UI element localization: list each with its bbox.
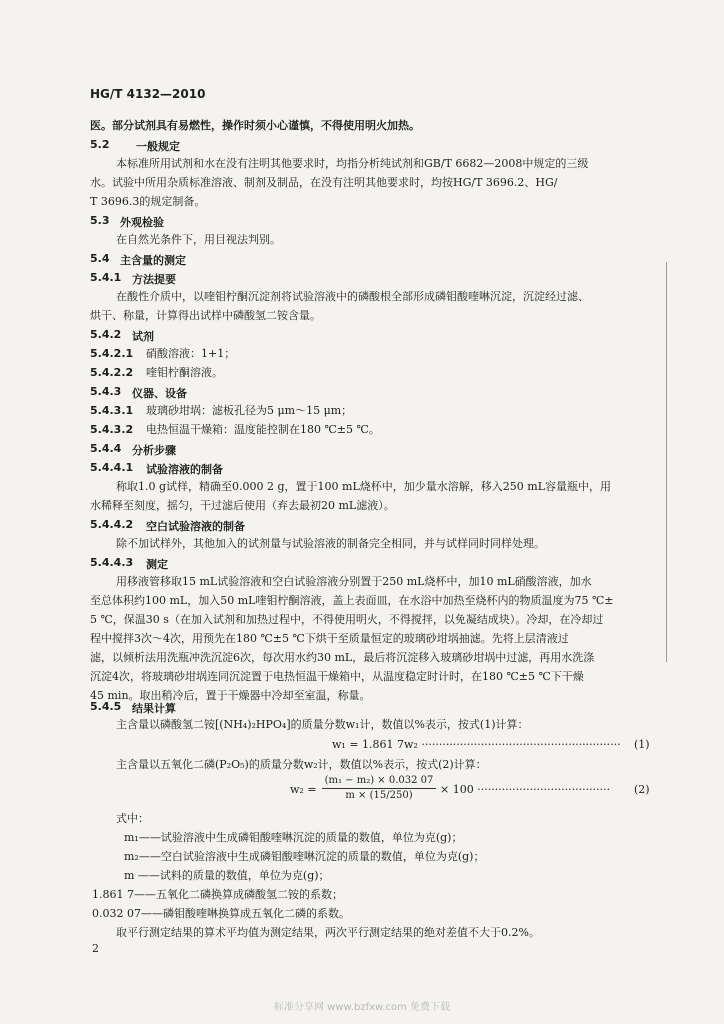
text-line: 在酸性介质中，以喹钼柠酮沉淀剂将试验溶液中的磷酸根全部形成磷钼酸喹啉沉淀，沉淀经过滤、 [116, 290, 589, 303]
section-number: 5.4.4.1 [90, 461, 134, 474]
section-number: 5.2 [90, 138, 110, 151]
text-line: 取平行测定结果的算术平均值为测定结果，两次平行测定结果的绝对差值不大于0.2%。 [116, 926, 540, 939]
section-title: 试剂 [132, 330, 154, 343]
text-line: m₁——试验溶液中生成磷钼酸喹啉沉淀的质量的数值，单位为克(g)； [124, 831, 463, 844]
text-line: 沉淀4次，将玻璃砂坩埚连同沉淀置于电热恒温干燥箱中，从温度稳定时计时，在180 ℃±5 ℃下干燥 [90, 670, 584, 683]
section-number: 5.4.4.3 [90, 556, 134, 569]
section-number: 5.4.3.1 [90, 404, 134, 417]
section-number: 5.3 [90, 214, 110, 227]
fraction-numerator: (m₁ − m₂) × 0.032 07 [324, 775, 434, 786]
text-line: 1.861 7——五氧化二磷换算成磷酸氢二铵的系数； [92, 888, 343, 901]
section-number: 5.4.5 [90, 700, 122, 713]
section-number: 5.4.4 [90, 442, 122, 455]
section-title: 一般规定 [136, 140, 180, 153]
section-title: 试验溶液的制备 [146, 463, 223, 476]
section-title: 主含量的测定 [120, 254, 186, 267]
section-title: 方法提要 [132, 273, 176, 286]
equation-number: (1) [634, 738, 650, 751]
text-line: 喹钼柠酮溶液。 [146, 366, 223, 379]
text-line: m₂——空白试验溶液中生成磷钼酸喹啉沉淀的质量的数值，单位为克(g)； [124, 850, 485, 863]
text-line: 式中： [116, 812, 149, 825]
page-number: 2 [92, 942, 99, 955]
text-line: 水。试验中所用杂质标准溶液、制剂及制品，在没有注明其他要求时，均按HG/T 3696.2、HG/ [90, 176, 558, 189]
section-title: 外观检验 [120, 216, 164, 229]
watermark-footer: 标准分享网 www.bzfxw.com 免费下载 [274, 1002, 450, 1013]
section-number: 5.4.3.2 [90, 423, 134, 436]
text-line: 滤，以倾析法用洗瓶冲洗沉淀6次，每次用水约30 mL，最后将沉淀移入玻璃砂坩埚中过滤，再用水洗涤 [90, 651, 595, 664]
text-line: 0.032 07——磷钼酸喹啉换算成五氧化二磷的系数。 [92, 907, 350, 920]
text-line: 硝酸溶液：1+1； [146, 347, 236, 360]
equation-2-lhs: w₂ = [290, 783, 317, 796]
section-title: 结果计算 [132, 702, 176, 715]
fraction-denominator: m × (15/250) [345, 790, 413, 801]
text-line: 称取1.0 g试样，精确至0.000 2 g，置于100 mL烧杯中，加少量水溶解，移入250 mL容量瓶中，用 [116, 480, 612, 493]
section-number: 5.4.4.2 [90, 518, 134, 531]
section-number: 5.4.3 [90, 385, 122, 398]
equation-number: (2) [634, 783, 650, 796]
text-line: m ——试料的质量的数值，单位为克(g)； [124, 869, 330, 882]
section-title: 仪器、设备 [132, 387, 187, 400]
section-title: 空白试验溶液的制备 [146, 520, 245, 533]
text-line: 用移液管移取15 mL试验溶液和空白试验溶液分别置于250 mL烧杯中，加10 mL硝酸溶液，加水 [116, 575, 592, 588]
fraction-bar [322, 788, 436, 789]
text-line: 在自然光条件下，用目视法判别。 [116, 233, 281, 246]
text-line: 水稀释至刻度，摇匀，干过滤后使用（弃去最初20 mL滤液）。 [90, 499, 395, 512]
section-number: 5.4 [90, 252, 110, 265]
text-line: 5 ℃，保温30 s（在加入试剂和加热过程中，不得使用明火，不得搅拌，以免凝结成块）。冷却，在冷却过 [90, 613, 604, 626]
text-line: 电热恒温干燥箱：温度能控制在180 ℃±5 ℃。 [146, 423, 380, 436]
text-line: 医。部分试剂具有易燃性，操作时须小心谨慎，不得使用明火加热。 [90, 119, 420, 132]
equation-1: w₁ = 1.861 7w₂ ························································· [332, 738, 621, 751]
text-line: T 3696.3的规定制备。 [90, 195, 206, 208]
section-number: 5.4.2.1 [90, 347, 134, 360]
section-number: 5.4.2.2 [90, 366, 134, 379]
text-line: 程中搅拌3次～4次，用预先在180 ℃±5 ℃下烘干至质量恒定的玻璃砂坩埚抽滤。先将上层清液过 [90, 632, 569, 645]
section-title: 分析步骤 [132, 444, 176, 457]
text-line: 主含量以五氧化二磷(P₂O₅)的质量分数w₂计，数值以%表示，按式(2)计算： [116, 758, 487, 771]
text-line: 主含量以磷酸氢二铵[(NH₄)₂HPO₄]的质量分数w₁计，数值以%表示，按式(1)计算： [116, 718, 529, 731]
text-line: 至总体积约100 mL，加入50 mL喹钼柠酮溶液，盖上表面皿，在水浴中加热至烧杯内的物质温度为75 ℃± [90, 594, 614, 607]
equation-2-tail: × 100 ······································ [440, 783, 611, 796]
section-title: 测定 [146, 558, 168, 571]
section-number: 5.4.1 [90, 271, 122, 284]
text-line: 本标准所用试剂和水在没有注明其他要求时，均指分析纯试剂和GB/T 6682—2008中规定的三级 [116, 157, 589, 170]
margin-rule [666, 262, 667, 662]
text-line: 玻璃砂坩埚：滤板孔径为5 μm～15 μm； [146, 404, 353, 417]
section-number: 5.4.2 [90, 328, 122, 341]
standard-number: HG/T 4132—2010 [90, 87, 206, 101]
text-line: 烘干、称量，计算得出试样中磷酸氢二铵含量。 [90, 309, 321, 322]
text-line: 45 min。取出稍冷后，置于干燥器中冷却至室温，称量。 [90, 689, 371, 702]
text-line: 除不加试样外，其他加入的试剂量与试验溶液的制备完全相同，并与试样同时同样处理。 [116, 537, 545, 550]
